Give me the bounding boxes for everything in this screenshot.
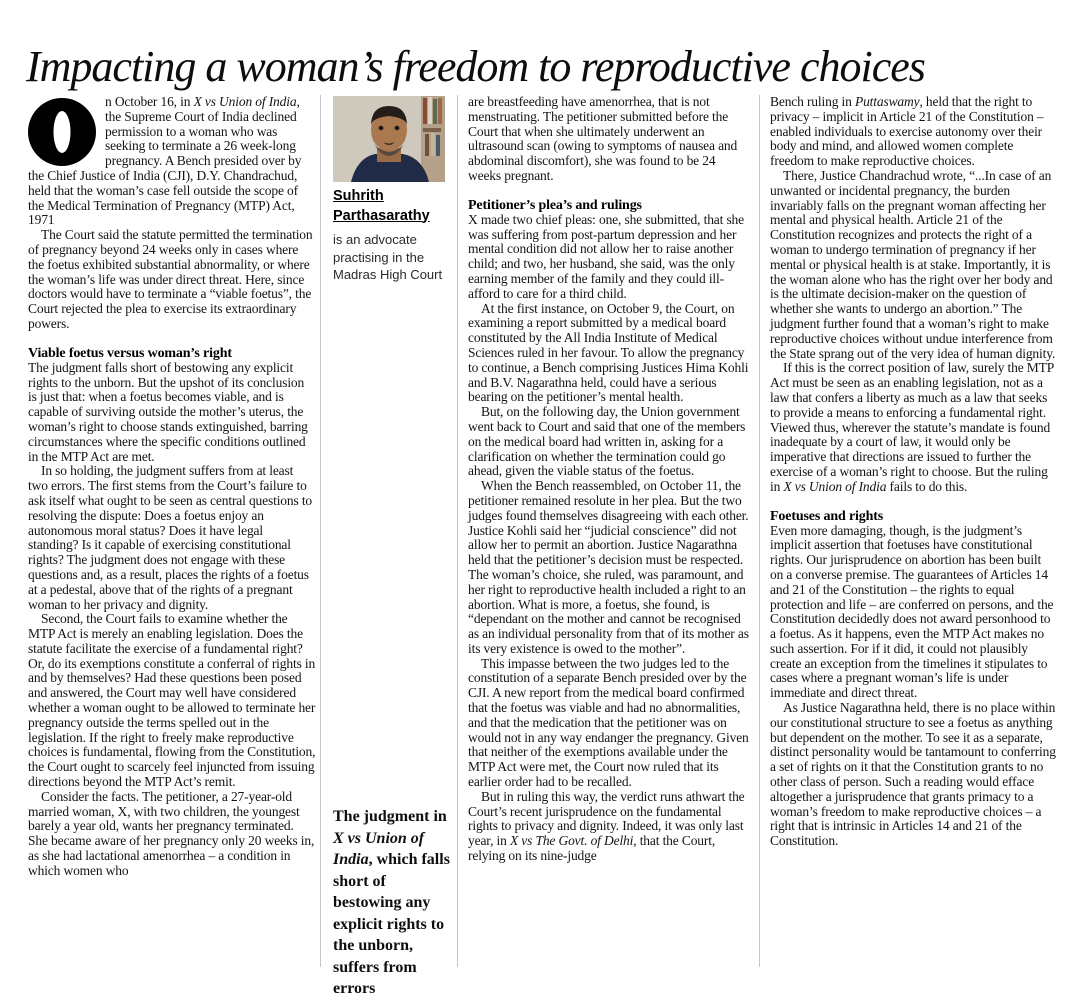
section-heading: Petitioner’s plea’s and rulings xyxy=(468,197,642,213)
column-divider xyxy=(320,95,321,967)
paragraph: Bench ruling in Puttaswamy, held that the right to privacy – implicit in Article 21 of the Constitution –enabled individuals to exercise autonomy over their body and mind, and allowed women complete freedom to make reproductive choices. xyxy=(770,94,1044,169)
paragraph: At the first instance, on October 9, the Court, on examining a report submitted by a medical board constituted by the All India Institute of Medical Sciences ruled in her favour. To allow the pregnancy to continue, a Bench comprising Justices Hima Kohli and B.V. Nagarathna held, could have a serious bearing on the petitioner’s mental health. xyxy=(468,300,749,405)
article-column-1 xyxy=(28,95,316,879)
paragraph: n October 16, in X vs Union of India, the Supreme Court of India declined permission to a woman who was seeking to terminate a 26 week-long pregnancy. A Bench presided over by the Chief Justice of India (CJI), D.Y. Chandrachud, held that the woman’s case fell outside the scope of the Medical Termination of Pregnancy (MTP) Act, 1971 xyxy=(28,94,302,228)
paragraph: If this is the correct position of law, surely the MTP Act must be seen as an enabling legislation, not as a law that confers a liberty as much as a law that seeks to provide a means to enforcing a fundamental right. Viewed thus, wherever the statute’s mandate is found inadequate by a court of law, it would only be imperative that directions are issued to further the exercise of a woman’s right to choose. But the ruling in X vs Union of India fails to do this. xyxy=(770,360,1054,494)
author-bio: is an advocate practising in the Madras High Court xyxy=(333,232,443,282)
paragraph: There, Justice Chandrachud wrote, “...In case of an unwanted or incidental pregnancy, the burden invariably falls on the pregnant woman affecting her mental and physical health. Article 21 of the Constitution recognizes and protects the right of a woman to undergo termination of pregnancy if her mental or physical health is at stake. Importantly, it is the woman alone who has the right over her body and is the ultimate decision-maker on the question of whether she wants to undergo an abortion.” The judgment further found that a woman’s right to make reproductive choices without undue interference from the State sprang out of the very idea of human dignity. xyxy=(770,167,1056,361)
pull-quote: The judgment in X vs Union of India, which falls short of bestowing any explicit rights to the unborn, suffers from errors xyxy=(333,808,450,997)
paragraph: X made two chief pleas: one, she submitted, that she was suffering from post-partum depression and her mental condition did not allow her to raise another child; and two, her husband, she said, was the only earning member of the family and they could ill-afford to care for a third child. xyxy=(468,211,745,301)
author-photo xyxy=(333,96,445,182)
paragraph: This impasse between the two judges led to the constitution of a separate Bench presided over by the CJI. A new report from the medical board confirmed that the foetus was viable and had no abnormalities, and that the medication that the petitioner was on would not in any way endanger the pregnancy. Given that neither of the exemptions available under the MTP Act were met, the Court now ruled that its earlier order had to be recalled. xyxy=(468,655,749,790)
page-title: Impacting a woman’s freedom to reproductive choices xyxy=(26,42,925,92)
paragraph: As Justice Nagarathna held, there is no place within our constitutional structure to see a foetus as anything but dependent on the mother. To see it as a separate, distinct personality would be tantamount to conferring a set of rights on it that the Constitution grants to no other class of person. Such a reading would efface altogether a jurisprudence that grants primacy to a woman’s freedom to make reproductive choices – a right that is intrinsic in Articles 14 and 21 of the Constitution. xyxy=(770,700,1056,849)
column-divider xyxy=(457,95,458,967)
section-heading: Foetuses and rights xyxy=(770,508,884,524)
paragraph: The judgment falls short of bestowing any explicit rights to the unborn. But the upshot of its conclusion is just that: when a foetus becomes viable, and is capable of surviving outside the mother’s uterus, the woman’s right to choose stands extinguished, barring circumstances where the specific conditions outlined in the MTP Act are met. xyxy=(28,359,308,464)
drop-cap-letter xyxy=(28,98,96,166)
paragraph: The Court said the statute permitted the termination of pregnancy beyond 24 weeks only in cases where the foetus exhibited substantial abnormality, or where the woman’s life was under direct threat. Here, since doctors would have to terminate a “viable foetus”, the Court rejected the plea to exercise its extraordinary powers. xyxy=(28,227,313,331)
paragraph: In so holding, the judgment suffers from at least two errors. The first stems from the Court’s failure to ask itself what ought to be seen as central questions to resolving the dispute: Does a foetus enjoy an autonomous moral status? Does it have legal standing? Is it capable of exercising constitutional rights? The judgment does not engage with these questions and, as a result, places the rights of a foetus at a pedestal, above that of the rights of a pregnant woman to her privacy and dignity. xyxy=(28,463,313,612)
column-divider xyxy=(759,95,760,967)
paragraph: Consider the facts. The petitioner, a 27-year-old married woman, X, with two children, the youngest barely a year old, wants her pregnancy terminated. She became aware of her pregnancy only 20 weeks in, as she had lactational amenorrhea – a condition in which women who xyxy=(28,788,315,878)
paragraph: But in ruling this way, the verdict runs athwart the Court’s recent jurisprudence on the fundamental rights to privacy and dignity. Indeed, it was only last year, in X vs The Govt. of Delhi, that the Court, relying on its nine-judge xyxy=(468,788,745,864)
paragraph: Even more damaging, though, is the judgment’s implicit assertion that foetuses have constitutional rights. Our jurisprudence on abortion has been built on a converse premise. The guarantees of Articles 14 and 21 of the Constitution – the rights to equal protection and life – are conferred on persons, and the Constitution decidedly does not award personhood to a foetus. As it happens, even the MTP Act makes no such assertion. For if it did, it could not plausibly create an exception from the timelines it stipulates to cases where a pregnant woman’s life is under immediate and direct threat. xyxy=(770,522,1054,701)
section-heading: Viable foetus versus woman’s right xyxy=(28,345,232,361)
article-column-2 xyxy=(468,95,751,864)
paragraph: Second, the Court fails to examine whether the MTP Act is merely an enabling legislation. Does the statute facilitate the exercise of a fundamental right? Or, do its exemptions constitute a conferral of rights in and by themselves? Had these questions been posed and answered, the Court may well have considered whether a woman ought to be allowed to terminate her pregnancy outside the terms spelled out in the legislation. If the right to freely make reproductive choices is fundamental, flowing from the Constitution, the Court ought to scarcely feel injuncted from issuing directions beyond the MTP Act’s remit. xyxy=(28,611,316,790)
author-name[interactable]: Suhrith Parthasarathy xyxy=(333,188,430,224)
paragraph: are breastfeeding have amenorrhea, that is not menstruating. The petitioner submitted before the Court that when she ultimately underwent an ultrasound scan (owing to symptoms of nausea and abdominal discomfort), she was found to be 24 weeks pregnant. xyxy=(468,94,738,183)
paragraph: When the Bench reassembled, on October 11, the petitioner remained resolute in her plea. But the two judges found themselves disagreeing with each other. Justice Kohli said her “judicial conscience” did not allow her to permit an abortion. Justice Nagarathna held that the petitioner’s decision must be respected. The woman’s choice, she ruled, was paramount, and her right to reproductive health included a right to an abortion. What is more, a foetus, she found, is “dependant on the mother and cannot be recognised as an individual personality from that of its mother as its very existence is owed to the mother”. xyxy=(468,478,749,656)
paragraph: But, on the following day, the Union government went back to Court and said that one of the members on the medical board had written in, asking for a clarification on whether the termination could go ahead, given the viable status of the foetus. xyxy=(468,404,746,479)
article-column-3 xyxy=(770,95,1056,849)
